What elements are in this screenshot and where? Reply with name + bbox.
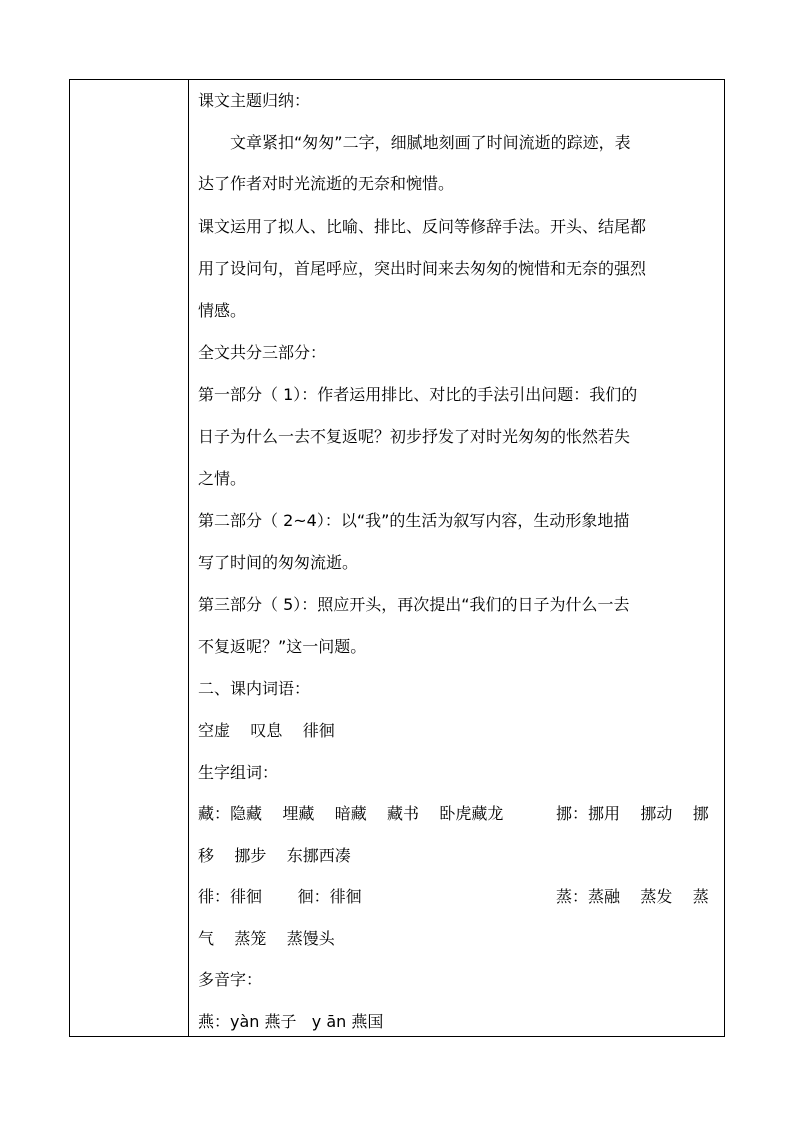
part3-line: 第三部分（ 5）：照应开头，再次提出“我们的日子为什么一去 bbox=[198, 595, 630, 614]
newchar-heading: 生字组词： bbox=[198, 763, 279, 782]
cang-row bbox=[198, 804, 718, 824]
pai-words: 徘：徘徊 徊：徘徊 bbox=[198, 887, 362, 906]
table-content-column bbox=[189, 80, 724, 1036]
vocab-words: 空虚 叹息 徘徊 bbox=[198, 721, 335, 740]
theme-paragraph-line: 文章紧扣“匆匆”二字，细腻地刻画了时间流逝的踪迹，表 bbox=[230, 133, 631, 152]
theme-paragraph-line: 达了作者对时光流逝的无奈和惋惜。 bbox=[198, 174, 455, 193]
zheng-row-continued: 气 蒸笼 蒸馒头 bbox=[198, 929, 335, 948]
theme-heading: 课文主题归纳： bbox=[198, 91, 311, 110]
rhetoric-paragraph-line: 课文运用了拟人、比喻、排比、反问等修辞手法。开头、结尾都 bbox=[198, 217, 647, 236]
cang-row-continued: 移 挪步 东挪西凑 bbox=[198, 846, 351, 865]
part3-line: 不复返呢？”这一问题。 bbox=[198, 637, 367, 656]
table-left-column bbox=[70, 80, 189, 1036]
rhetoric-paragraph-line: 用了设问句，首尾呼应，突出时间来去匆匆的惋惜和无奈的强烈 bbox=[198, 259, 647, 278]
polyphone-heading: 多音字： bbox=[198, 970, 263, 989]
part2-line: 写了时间的匆匆流逝。 bbox=[198, 553, 359, 572]
zheng-words: 蒸：蒸融 蒸发 蒸 bbox=[556, 887, 709, 906]
part1-line: 之情。 bbox=[198, 469, 247, 488]
pai-row bbox=[198, 887, 718, 907]
vocab-heading: 二、课内词语： bbox=[198, 679, 311, 698]
nuo-words: 挪：挪用 挪动 挪 bbox=[556, 804, 709, 823]
part2-line: 第二部分（ 2~4）：以“我”的生活为叙写内容，生动形象地描 bbox=[198, 511, 630, 530]
lesson-table bbox=[69, 79, 725, 1037]
parts-heading: 全文共分三部分： bbox=[198, 343, 327, 362]
cang-words: 藏：隐藏 埋藏 暗藏 藏书 卧虎藏龙 bbox=[198, 804, 504, 823]
part1-line: 第一部分（ 1）：作者运用排比、对比的手法引出问题：我们的 bbox=[198, 385, 638, 404]
rhetoric-paragraph-line: 情感。 bbox=[198, 301, 247, 320]
yan-polyphone-row: 燕：yàn 燕子 y ān 燕国 bbox=[198, 1012, 384, 1031]
part1-line: 日子为什么一去不复返呢？初步抒发了对时光匆匆的怅然若失 bbox=[198, 427, 631, 446]
